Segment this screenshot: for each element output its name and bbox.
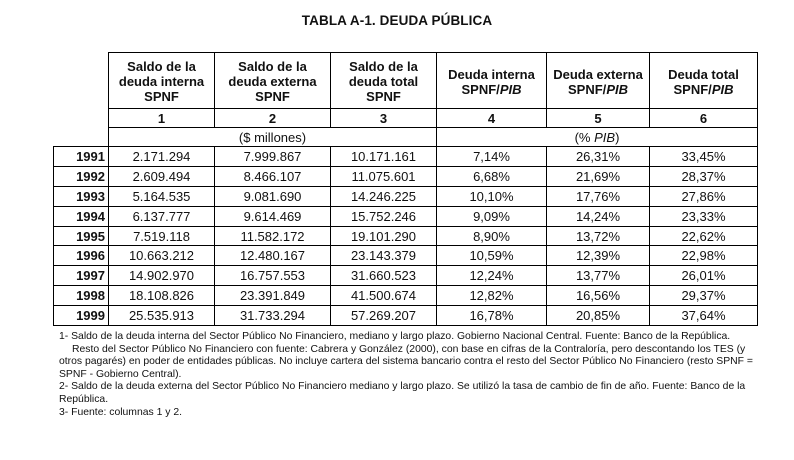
saldo-externa-cell: 8.466.107 [215,166,331,186]
externa-pib-cell: 13,77% [547,266,650,286]
externa-pib-cell: 13,72% [547,226,650,246]
header-row [54,53,758,109]
header-line [650,82,757,97]
column-number: 4 [437,109,547,128]
footnote-1-continued: Resto del Sector Público No Financiero con fuente: Cabrera y González (2000), con base en cifras de la Contraloría, pero descontando los TES (y otros pagarés) en poder de entidades públicas. No incluye cartera del sistema bancario contra el resto del Sector Público No Financiero (resto SPNF = SPNF - Gobierno Central). [59,343,753,380]
year-cell: 1993 [54,186,109,206]
header-saldo-total [331,53,437,109]
header-line: Deuda externa [553,66,643,82]
interna-pib-cell: 6,68% [437,166,547,186]
table-row [54,166,758,186]
header-deuda-total-pib [650,53,758,109]
total-pib-cell: 23,33% [650,206,758,226]
externa-pib-cell: 26,31% [547,147,650,167]
saldo-interna-cell: 6.137.777 [109,206,215,226]
column-number: 6 [650,109,758,128]
header-spnf: SPNF/ [568,81,607,97]
header-pib: PIB [499,81,522,97]
header-line: SPNF [255,89,290,104]
saldo-total-cell: 10.171.161 [331,147,437,167]
header-line: Saldo de la [238,59,307,74]
saldo-total-cell: 31.660.523 [331,266,437,286]
column-number: 2 [215,109,331,128]
total-pib-cell: 28,37% [650,166,758,186]
saldo-total-cell: 11.075.601 [331,166,437,186]
footnote-2: 2- Saldo de la deuda externa del Sector Público No Financiero mediano y largo plazo. Se utilizó la tasa de cambio de fin de año. Fuente: Banco de la República. [59,381,746,405]
header-line: SPNF [366,89,401,104]
year-cell: 1996 [54,246,109,266]
total-pib-cell: 37,64% [650,306,758,326]
total-pib-cell: 22,62% [650,226,758,246]
table-row [54,226,758,246]
externa-pib-cell: 21,69% [547,166,650,186]
saldo-total-cell: 15.752.246 [331,206,437,226]
column-number-corner [54,109,109,128]
saldo-externa-cell: 16.757.553 [215,266,331,286]
saldo-externa-cell: 11.582.172 [215,226,331,246]
column-number-row [54,109,758,128]
footnote-1: 1- Saldo de la deuda interna del Sector Público No Financiero, mediano y largo plazo. Gobierno Nacional Central. Fuente: Banco de la República. [59,331,731,342]
header-line: Saldo de la [127,59,196,74]
interna-pib-cell: 9,09% [437,206,547,226]
public-debt-table [53,52,758,326]
header-saldo-interna [109,53,215,109]
saldo-total-cell: 57.269.207 [331,306,437,326]
table-row [54,266,758,286]
column-number: 5 [547,109,650,128]
interna-pib-cell: 12,24% [437,266,547,286]
total-pib-cell: 22,98% [650,246,758,266]
saldo-interna-cell: 14.902.970 [109,266,215,286]
interna-pib-cell: 16,78% [437,306,547,326]
externa-pib-cell: 17,76% [547,186,650,206]
table-row [54,186,758,206]
header-line: deuda interna [118,74,205,89]
interna-pib-cell: 12,82% [437,286,547,306]
header-line: deuda externa [228,74,317,89]
saldo-interna-cell: 18.108.826 [109,286,215,306]
saldo-interna-cell: 2.171.294 [109,147,215,167]
table-row [54,306,758,326]
externa-pib-cell: 14,24% [547,206,650,226]
year-cell: 1995 [54,226,109,246]
total-pib-cell: 26,01% [650,266,758,286]
saldo-externa-cell: 12.480.167 [215,246,331,266]
externa-pib-cell: 20,85% [547,306,650,326]
column-number: 3 [331,109,437,128]
saldo-interna-cell: 2.609.494 [109,166,215,186]
column-number: 1 [109,109,215,128]
saldo-interna-cell: 5.164.535 [109,186,215,206]
saldo-interna-cell: 7.519.118 [109,226,215,246]
header-line: SPNF [144,89,179,104]
table-row [54,206,758,226]
year-cell: 1991 [54,147,109,167]
saldo-total-cell: 19.101.290 [331,226,437,246]
header-line [437,82,546,97]
footnotes [59,331,759,419]
header-spnf: SPNF/ [673,81,712,97]
saldo-externa-cell: 31.733.294 [215,306,331,326]
units-pib-open: (% [574,129,595,145]
table-row [54,246,758,266]
saldo-interna-cell: 10.663.212 [109,246,215,266]
externa-pib-cell: 16,56% [547,286,650,306]
interna-pib-cell: 10,10% [437,186,547,206]
header-line [547,82,649,97]
saldo-interna-cell: 25.535.913 [109,306,215,326]
header-line: Deuda interna [448,66,535,82]
externa-pib-cell: 12,39% [547,246,650,266]
header-pib: PIB [711,81,734,97]
total-pib-cell: 33,45% [650,147,758,167]
header-corner [54,53,109,109]
table-row [54,147,758,167]
units-pib-close: ) [615,129,620,145]
units-corner [54,128,109,147]
interna-pib-cell: 8,90% [437,226,547,246]
saldo-total-cell: 23.143.379 [331,246,437,266]
total-pib-cell: 27,86% [650,186,758,206]
header-deuda-interna-pib [437,53,547,109]
units-pib [437,128,758,147]
total-pib-cell: 29,37% [650,286,758,306]
year-cell: 1994 [54,206,109,226]
saldo-externa-cell: 9.081.690 [215,186,331,206]
saldo-externa-cell: 9.614.469 [215,206,331,226]
header-line: deuda total [348,74,419,89]
saldo-total-cell: 41.500.674 [331,286,437,306]
saldo-externa-cell: 7.999.867 [215,147,331,167]
saldo-externa-cell: 23.391.849 [215,286,331,306]
header-deuda-externa-pib [547,53,650,109]
units-row [54,128,758,147]
units-pib-label: PIB [594,129,616,145]
footnote-3: 3- Fuente: columnas 1 y 2. [59,406,183,418]
header-line: Deuda total [668,66,739,82]
header-line: Saldo de la [349,59,418,74]
year-cell: 1997 [54,266,109,286]
table-title: TABLA A-1. DEUDA PÚBLICA [301,13,493,28]
header-spnf: SPNF/ [461,81,500,97]
year-cell: 1998 [54,286,109,306]
units-millions: ($ millones) [109,128,437,147]
saldo-total-cell: 14.246.225 [331,186,437,206]
table-row [54,286,758,306]
interna-pib-cell: 10,59% [437,246,547,266]
year-cell: 1999 [54,306,109,326]
header-saldo-externa [215,53,331,109]
year-cell: 1992 [54,166,109,186]
interna-pib-cell: 7,14% [437,147,547,167]
header-pib: PIB [606,81,628,97]
